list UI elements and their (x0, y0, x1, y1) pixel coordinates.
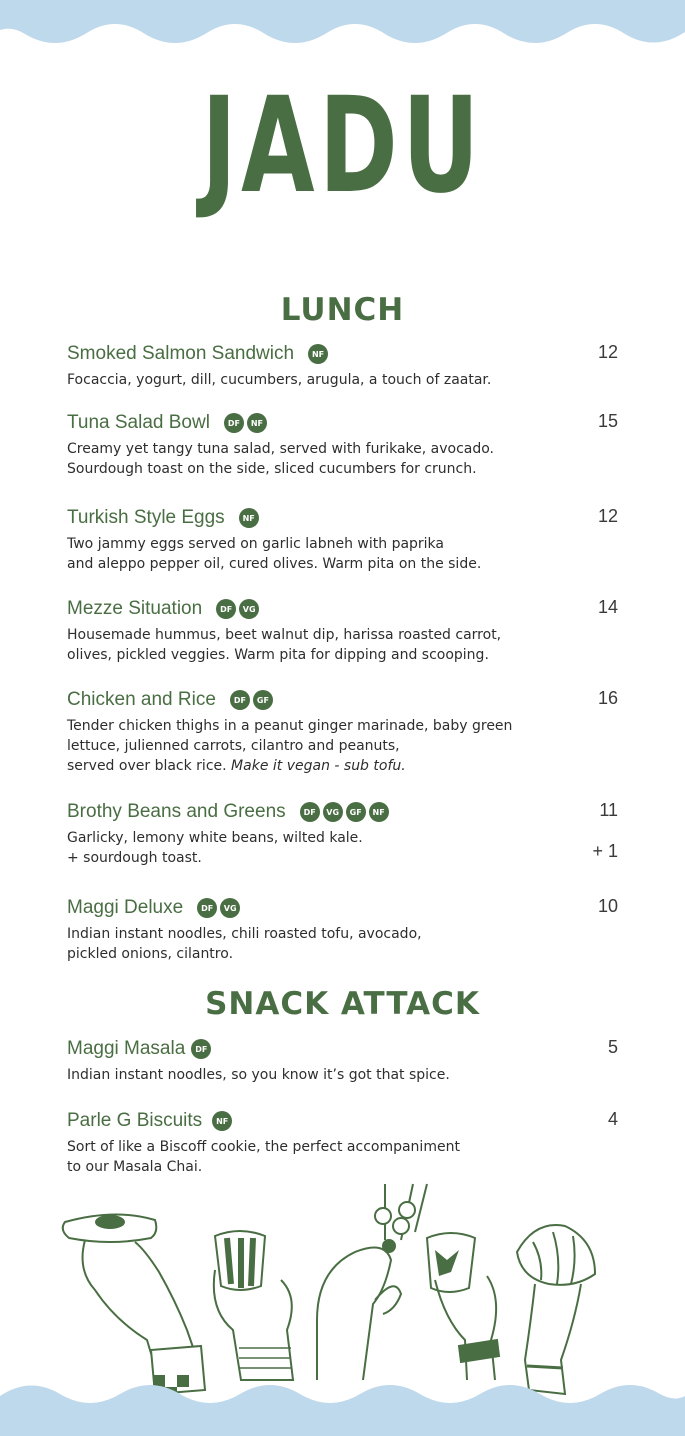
item-description: Sourdough toast on the side, sliced cucumbers for crunch. (67, 461, 477, 477)
menu-item (67, 411, 622, 479)
item-description: Creamy yet tangy tuna salad, served with furikake, avocado. (67, 441, 495, 457)
item-description: Sort of like a Biscoff cookie, the perfect accompaniment (67, 1139, 460, 1155)
dietary-badge: NF (247, 413, 267, 433)
item-description: pickled onions, cilantro. (67, 946, 234, 962)
menu-item (67, 688, 622, 776)
item-name: Maggi Deluxe (67, 897, 184, 918)
dietary-badge: DF (197, 898, 217, 918)
menu-item (67, 1109, 622, 1177)
hand-with-skewer-icon (317, 1184, 427, 1380)
bottom-wave-decoration (0, 1376, 685, 1436)
dietary-badge: GF (346, 802, 366, 822)
vegan-option-note: Make it vegan - sub tofu. (231, 758, 406, 774)
item-description: Focaccia, yogurt, dill, cucumbers, arugula, a touch of zaatar. (67, 372, 492, 388)
item-description: served over black rice. (67, 758, 227, 774)
item-price: 14 (597, 597, 618, 617)
item-name: Turkish Style Eggs (67, 507, 225, 528)
dietary-badge: DF (216, 599, 236, 619)
menu-item (67, 896, 622, 964)
menu-item (67, 800, 622, 868)
dietary-badge: VG (239, 599, 259, 619)
item-description: + sourdough toast. (67, 850, 202, 866)
item-price: 16 (597, 688, 618, 708)
item-price: 4 (607, 1109, 618, 1129)
item-price: 12 (597, 506, 618, 526)
section-title-snack-attack: SNACK ATTACK (205, 986, 480, 1022)
item-description: Tender chicken thighs in a peanut ginger marinade, baby green (67, 718, 513, 734)
item-description: Indian instant noodles, chili roasted tofu, avocado, (67, 926, 422, 942)
item-description: Two jammy eggs served on garlic labneh with paprika (67, 536, 445, 552)
restaurant-logo: JADU (201, 69, 484, 223)
menu-item (67, 342, 622, 390)
item-price: 12 (597, 342, 618, 362)
item-name: Parle G Biscuits (67, 1110, 203, 1131)
hand-with-croissant-icon (517, 1225, 595, 1394)
dietary-badge: NF (308, 344, 328, 364)
menu-item (67, 506, 622, 574)
item-description: and aleppo pepper oil, cured olives. Warm pita on the side. (67, 556, 482, 572)
hand-with-mug-icon (214, 1231, 293, 1380)
menu-item (67, 597, 622, 665)
item-name: Mezze Situation (67, 598, 203, 619)
dietary-badge: DF (230, 690, 250, 710)
hand-with-toast-icon (63, 1214, 205, 1399)
item-name: Maggi Masala (67, 1038, 186, 1059)
item-description: Housemade hummus, beet walnut dip, harissa roasted carrot, (67, 627, 502, 643)
item-description: olives, pickled veggies. Warm pita for dipping and scooping. (67, 647, 489, 663)
item-description: lettuce, julienned carrots, cilantro and peanuts, (67, 738, 400, 754)
dietary-badge: NF (239, 508, 259, 528)
item-description: Garlicky, lemony white beans, wilted kale. (67, 830, 363, 846)
item-name: Smoked Salmon Sandwich (67, 343, 295, 364)
item-price: 15 (597, 411, 618, 431)
item-name: Tuna Salad Bowl (67, 412, 210, 433)
dietary-badge: VG (220, 898, 240, 918)
dietary-badge: VG (323, 802, 343, 822)
top-wave-decoration (0, 0, 685, 50)
item-price: 10 (597, 896, 618, 916)
section-title-lunch: LUNCH (280, 292, 405, 328)
menu-item (67, 1037, 622, 1085)
item-description: Indian instant noodles, so you know it’s got that spice. (67, 1067, 450, 1083)
item-price: 11 (599, 800, 618, 820)
dietary-badge: NF (212, 1111, 232, 1131)
item-name: Brothy Beans and Greens (67, 801, 286, 822)
dietary-badge: DF (224, 413, 244, 433)
item-price: 5 (607, 1037, 618, 1057)
item-name: Chicken and Rice (67, 689, 216, 710)
item-addon-price: + 1 (592, 841, 618, 861)
dietary-badge: NF (369, 802, 389, 822)
dietary-badge: DF (300, 802, 320, 822)
dietary-badge: DF (191, 1039, 211, 1059)
dietary-badge: GF (253, 690, 273, 710)
item-description: to our Masala Chai. (67, 1159, 203, 1175)
hand-with-cup-icon (427, 1233, 499, 1380)
